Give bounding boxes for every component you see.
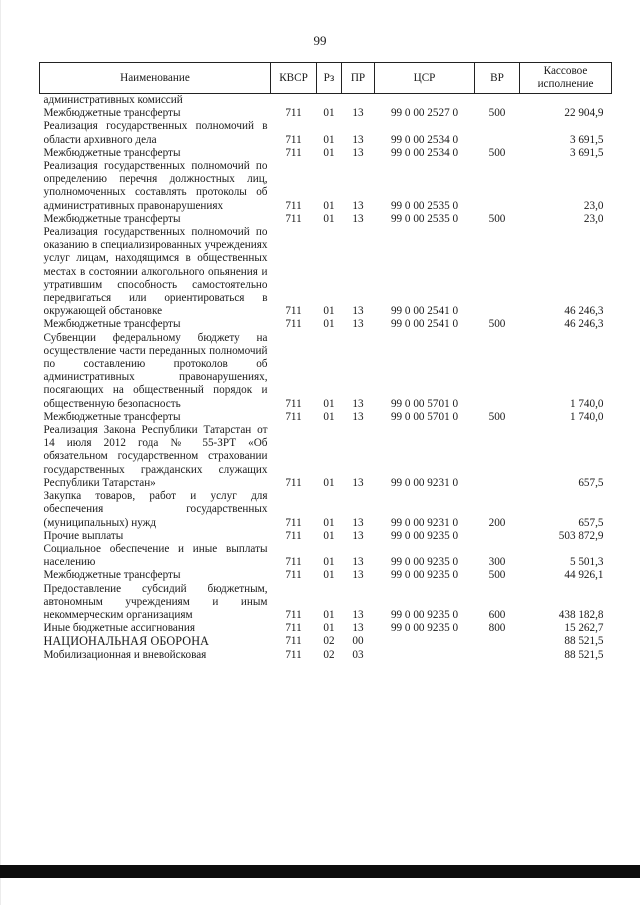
cell-name: Мобилизационная и вневойсковая: [43, 648, 207, 661]
cell-sum: 1 740,0: [569, 410, 604, 423]
cell-csr: 99 0 00 9235 0: [390, 556, 459, 569]
header-name: Наименование: [40, 63, 271, 94]
cell-pr: 13: [352, 529, 364, 542]
cell-vr: 500: [488, 569, 506, 582]
cell-sum: 3 691,5: [569, 146, 604, 159]
header-vr: ВР: [475, 63, 520, 94]
cell-sum: 657,5: [578, 476, 604, 489]
cell-pr: 13: [352, 397, 364, 410]
cell-name: Закупка товаров, работ и услуг для обеспечения государственных (муниципальных) нужд: [43, 490, 268, 529]
cell-kvsr: 711: [285, 397, 302, 410]
cell-csr: 99 0 00 2534 0: [390, 133, 459, 146]
table-row: [40, 226, 612, 318]
cell-sum: 438 182,8: [558, 608, 604, 621]
cell-name: Межбюджетные трансферты: [43, 212, 181, 225]
table-row: [40, 543, 612, 569]
cell-name: Прочие выплаты: [43, 529, 124, 542]
cell-kvsr: 711: [285, 635, 302, 648]
cell-csr: [375, 94, 475, 108]
cell-pr: 13: [352, 146, 364, 159]
table-header: [40, 63, 612, 94]
cell-rz: 02: [323, 635, 335, 648]
cell-rz: 01: [323, 199, 335, 212]
cell-kvsr: 711: [285, 133, 302, 146]
table-row: [40, 332, 612, 411]
cell-name: Реализация государственных полномочий в области архивного дела: [43, 120, 268, 146]
cell-vr: [475, 94, 520, 108]
cell-pr: 13: [352, 556, 364, 569]
cell-name: Межбюджетные трансферты: [43, 410, 181, 423]
cell-sum: 503 872,9: [558, 529, 604, 542]
cell-kvsr: 711: [285, 146, 302, 159]
budget-table: [39, 62, 612, 662]
cell-kvsr: 711: [285, 410, 302, 423]
cell-csr: 99 0 00 2535 0: [390, 199, 459, 212]
cell-pr: 03: [352, 648, 364, 661]
cell-kvsr: 711: [285, 569, 302, 582]
cell-sum: 3 691,5: [569, 133, 604, 146]
cell-pr: 13: [352, 305, 364, 318]
cell-vr: [475, 120, 520, 146]
cell-vr: 500: [488, 146, 506, 159]
cell-csr: [375, 649, 475, 662]
cell-kvsr: 711: [285, 199, 302, 212]
cell-vr: 500: [488, 212, 506, 225]
cell-pr: 13: [352, 199, 364, 212]
cell-vr: 300: [488, 556, 506, 569]
table-row: [40, 107, 612, 120]
cell-rz: 01: [323, 397, 335, 410]
cell-rz: 01: [323, 146, 335, 159]
cell-name: Реализация Закона Республики Татарстан от 14 июля 2012 года № 55-ЗРТ «Об обязательном государственном страховании государственных гражданских служащих Республики Татарстан»: [43, 424, 268, 489]
header-csr: ЦСР: [375, 63, 475, 94]
cell-sum: 15 262,7: [564, 622, 604, 635]
table-row: [40, 160, 612, 213]
cell-sum: 44 926,1: [564, 569, 604, 582]
scan-edge: [0, 0, 1, 905]
cell-vr: [475, 424, 520, 490]
cell-name: Иные бюджетные ассигнования: [43, 622, 195, 635]
cell-kvsr: 711: [285, 622, 302, 635]
cell-kvsr: 711: [285, 529, 302, 542]
header-pr: ПР: [342, 63, 375, 94]
cell-vr: [475, 160, 520, 213]
cell-vr: [475, 635, 520, 648]
cell-pr: 00: [352, 635, 364, 648]
cell-name: Социальное обеспечение и иные выплаты населению: [43, 542, 268, 569]
cell-name: Субвенции федеральному бюджету на осуществление части переданных полномочий по составлению протоколов об административных правонарушениях, посягающих на общественный порядок и общественную безопасность: [43, 331, 268, 410]
cell-name: НАЦИОНАЛЬНАЯ ОБОРОНА: [43, 634, 210, 649]
header-rz: Рз: [317, 63, 342, 94]
cell-csr: 99 0 00 2535 0: [390, 212, 459, 225]
budget-table-container: [39, 62, 611, 662]
cell-rz: 01: [323, 476, 335, 489]
cell-csr: 99 0 00 9235 0: [390, 622, 459, 635]
cell-vr: 600: [488, 608, 506, 621]
cell-csr: 99 0 00 2527 0: [390, 107, 459, 120]
cell-vr: [475, 649, 520, 662]
cell-kvsr: [271, 94, 317, 108]
cell-pr: 13: [352, 608, 364, 621]
cell-kvsr: 711: [285, 107, 302, 120]
cell-rz: 01: [323, 556, 335, 569]
cell-name: Реализация государственных полномочий по определению перечня должностных лиц, уполномоченных составлять протоколы об административных правонарушениях: [43, 160, 268, 212]
cell-pr: [342, 94, 375, 108]
cell-name: Межбюджетные трансферты: [43, 318, 181, 331]
cell-sum: 657,5: [578, 516, 604, 529]
cell-csr: 99 0 00 5701 0: [390, 410, 459, 423]
cell-csr: 99 0 00 2534 0: [390, 146, 459, 159]
table-row: [40, 649, 612, 662]
cell-vr: [475, 332, 520, 411]
cell-sum: 88 521,5: [564, 648, 604, 661]
table-row: [40, 583, 612, 623]
cell-rz: 01: [323, 107, 335, 120]
cell-csr: 99 0 00 9231 0: [390, 476, 459, 489]
cell-kvsr: 711: [285, 318, 302, 331]
cell-rz: 01: [323, 212, 335, 225]
page-number: 99: [313, 33, 327, 48]
cell-sum: 46 246,3: [564, 305, 604, 318]
cell-kvsr: 711: [285, 476, 302, 489]
cell-sum: 1 740,0: [569, 397, 604, 410]
cell-name: Предоставление субсидий бюджетным, автономным учреждениям и иным некоммерческим организациям: [43, 582, 268, 621]
cell-name: Реализация государственных полномочий по оказанию в специализированных учреждениях услуг лицам, находящимся в общественных местах в состоянии алкогольного опьянения и утратившим способность самостоятельно передвигаться или ориентироваться в окружающей обстановке: [43, 226, 268, 318]
cell-vr: 500: [488, 318, 506, 331]
cell-kvsr: 711: [285, 608, 302, 621]
cell-pr: 13: [352, 476, 364, 489]
table-row: [40, 411, 612, 424]
cell-csr: 99 0 00 2541 0: [390, 318, 459, 331]
table-row: [40, 213, 612, 226]
scan-bottom-bar: [0, 865, 640, 878]
table-body: [40, 94, 612, 662]
cell-csr: 99 0 00 5701 0: [390, 397, 459, 410]
cell-rz: 01: [323, 516, 335, 529]
cell-rz: 01: [323, 608, 335, 621]
cell-sum: 5 501,3: [569, 556, 604, 569]
cell-vr: 500: [488, 107, 506, 120]
cell-rz: 01: [323, 133, 335, 146]
cell-name: Межбюджетные трансферты: [43, 146, 181, 159]
cell-rz: 01: [323, 305, 335, 318]
table-row: [40, 318, 612, 331]
cell-rz: 01: [323, 569, 335, 582]
table-row: [40, 94, 612, 108]
cell-vr: [475, 530, 520, 543]
cell-rz: 01: [323, 410, 335, 423]
cell-rz: [317, 94, 342, 108]
cell-sum: 22 904,9: [564, 107, 604, 120]
cell-pr: 13: [352, 107, 364, 120]
cell-pr: 13: [352, 516, 364, 529]
table-row: [40, 147, 612, 160]
cell-csr: 99 0 00 9231 0: [390, 516, 459, 529]
cell-csr: 99 0 00 9235 0: [390, 608, 459, 621]
cell-vr: 800: [488, 622, 506, 635]
cell-pr: 13: [352, 212, 364, 225]
cell-csr: [375, 635, 475, 648]
cell-name: Межбюджетные трансферты: [43, 569, 181, 582]
cell-csr: 99 0 00 9235 0: [390, 569, 459, 582]
cell-pr: 13: [352, 133, 364, 146]
header-sum: Кассовое исполнение: [520, 63, 612, 94]
header-kvsr: КВСР: [271, 63, 317, 94]
cell-sum: [520, 94, 612, 108]
table-row: [40, 424, 612, 490]
cell-vr: 500: [488, 410, 506, 423]
cell-csr: 99 0 00 2541 0: [390, 305, 459, 318]
cell-pr: 13: [352, 622, 364, 635]
cell-kvsr: 711: [285, 212, 302, 225]
cell-name: административных комиссий: [43, 94, 183, 106]
cell-pr: 13: [352, 410, 364, 423]
cell-csr: 99 0 00 9235 0: [390, 529, 459, 542]
table-row: [40, 120, 612, 146]
cell-kvsr: 711: [285, 516, 302, 529]
table-row: [40, 490, 612, 530]
cell-pr: 13: [352, 318, 364, 331]
cell-rz: 02: [323, 648, 335, 661]
cell-pr: 13: [352, 569, 364, 582]
cell-name: Межбюджетные трансферты: [43, 107, 181, 120]
cell-vr: 200: [488, 516, 506, 529]
table-row: [40, 635, 612, 648]
cell-rz: 01: [323, 318, 335, 331]
cell-vr: [475, 226, 520, 318]
cell-kvsr: 711: [285, 556, 302, 569]
cell-kvsr: 711: [285, 305, 302, 318]
cell-kvsr: 711: [285, 648, 302, 661]
cell-rz: 01: [323, 622, 335, 635]
cell-sum: 46 246,3: [564, 318, 604, 331]
cell-rz: 01: [323, 529, 335, 542]
cell-sum: 88 521,5: [564, 635, 604, 648]
cell-sum: 23,0: [583, 199, 604, 212]
table-row: [40, 530, 612, 543]
cell-sum: 23,0: [583, 212, 604, 225]
table-row: [40, 569, 612, 582]
